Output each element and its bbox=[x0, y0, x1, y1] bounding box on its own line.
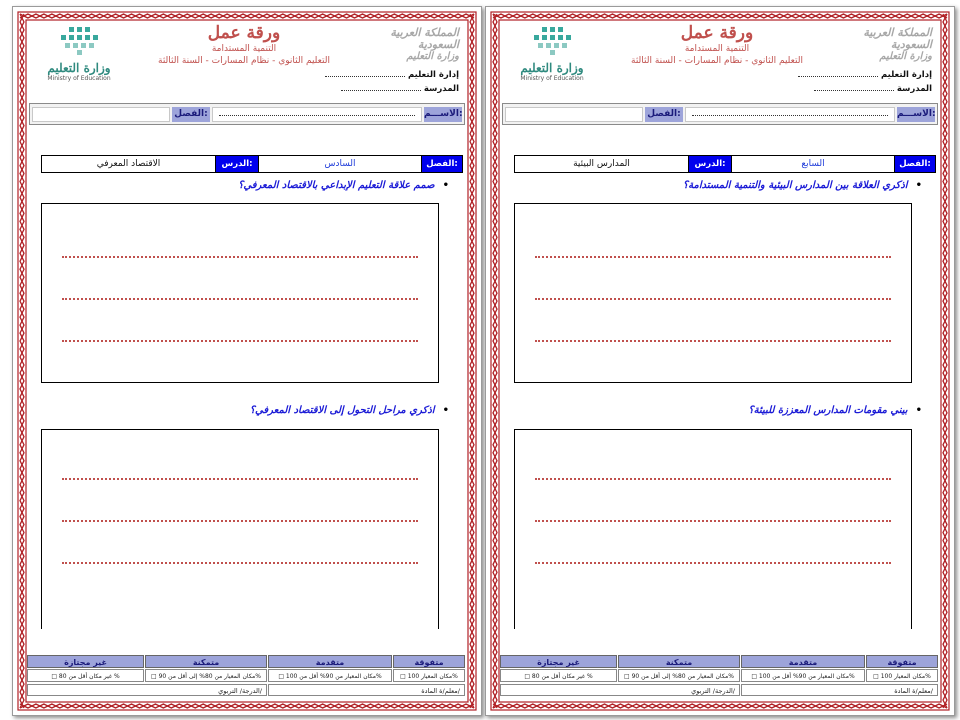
name-input[interactable] bbox=[685, 107, 895, 122]
teacher-signature-field[interactable]: معلم/ة المادة/ bbox=[741, 684, 938, 696]
name-input[interactable] bbox=[212, 107, 422, 122]
rubric-table bbox=[500, 655, 938, 697]
answer-box-1[interactable] bbox=[41, 203, 439, 383]
organization-block bbox=[347, 26, 459, 94]
school-line bbox=[814, 83, 894, 91]
frame-zigzag bbox=[493, 14, 947, 18]
answer-box-2[interactable] bbox=[41, 429, 439, 629]
answer-box-1[interactable] bbox=[514, 203, 912, 383]
program-title: التعليم الثانوي - نظام المسارات - السنة الثالثة bbox=[158, 56, 330, 66]
rubric-header-proficient: متمكنة bbox=[618, 655, 740, 668]
frame-zigzag bbox=[493, 704, 947, 708]
frame-zigzag bbox=[20, 14, 474, 18]
question-1-text: اذكري العلاقة بين المدارس البيئية والتنمية المستدامة؟ bbox=[682, 180, 908, 191]
question-2 bbox=[69, 405, 449, 416]
rubric-checkbox[interactable]: □ غير مكان أقل من 80 % bbox=[27, 669, 144, 682]
class-label: الفصل: bbox=[645, 107, 683, 122]
answer-line[interactable] bbox=[62, 478, 418, 480]
rubric-header-proficient: متمكنة bbox=[145, 655, 267, 668]
ministry-logo bbox=[504, 25, 600, 91]
answer-line[interactable] bbox=[62, 256, 418, 258]
class-input[interactable] bbox=[505, 107, 643, 122]
moe-arabic-text: وزارة التعليم bbox=[47, 61, 111, 75]
rubric-header-excellent: متفوقة bbox=[866, 655, 938, 668]
answer-line[interactable] bbox=[535, 256, 891, 258]
frame-zigzag bbox=[20, 704, 474, 708]
title-block bbox=[139, 21, 349, 85]
kingdom-emblem-icon bbox=[347, 27, 459, 63]
question-1 bbox=[69, 180, 449, 191]
question-2-text: بيني مقومات المدارس المعززة للبيئة؟ bbox=[748, 405, 908, 416]
kingdom-name: المملكة العربية السعودية bbox=[863, 26, 932, 51]
school-line bbox=[341, 83, 421, 91]
worksheet-page-left bbox=[12, 6, 482, 716]
answer-line[interactable] bbox=[62, 562, 418, 564]
rubric-header-excellent: متفوقة bbox=[393, 655, 465, 668]
school-field[interactable] bbox=[814, 83, 932, 94]
lesson-value: الاقتصاد المعرفي bbox=[42, 156, 216, 172]
rubric-header-notpassed: غير مجتازة bbox=[500, 655, 617, 668]
rubric-checkbox[interactable]: □ مكان المعيار من 80% إلى أقل من 90% bbox=[618, 669, 740, 682]
bullet-icon: • bbox=[915, 405, 922, 416]
question-1 bbox=[542, 180, 922, 191]
unit-label: الفصل: bbox=[422, 156, 462, 172]
bullet-icon: • bbox=[442, 180, 449, 191]
kingdom-emblem-icon bbox=[820, 27, 932, 63]
answer-line[interactable] bbox=[62, 340, 418, 342]
rubric-checkbox[interactable]: □ مكان المعيار من 90% أقل من 100% bbox=[268, 669, 392, 682]
question-2-text: اذكري مراحل التحول إلى الاقتصاد المعرفي؟ bbox=[249, 405, 435, 416]
class-label: الفصل: bbox=[172, 107, 210, 122]
answer-line[interactable] bbox=[535, 562, 891, 564]
moe-logo-icon bbox=[524, 25, 580, 57]
school-label: المدرسة bbox=[423, 84, 459, 94]
student-info-bar bbox=[29, 103, 465, 125]
subject-title: التنمية المستدامة bbox=[684, 44, 750, 54]
bullet-icon: • bbox=[915, 180, 922, 191]
title-block bbox=[612, 21, 822, 85]
ministry-name: وزارة التعليم bbox=[406, 51, 459, 62]
answer-line[interactable] bbox=[535, 298, 891, 300]
answer-line[interactable] bbox=[62, 298, 418, 300]
worksheet-content-left bbox=[27, 21, 467, 701]
grade-field[interactable]: الدرجة/ التربوي/ bbox=[27, 684, 267, 696]
answer-line[interactable] bbox=[535, 478, 891, 480]
program-title: التعليم الثانوي - نظام المسارات - السنة الثالثة bbox=[631, 56, 803, 66]
rubric-header-advanced: متقدمة bbox=[268, 655, 392, 668]
subject-title: التنمية المستدامة bbox=[211, 44, 277, 54]
worksheet-page-right bbox=[485, 6, 955, 716]
answer-line[interactable] bbox=[62, 520, 418, 522]
moe-logo-icon bbox=[51, 25, 107, 57]
bullet-icon: • bbox=[442, 405, 449, 416]
admin-label: إدارة التعليم bbox=[407, 70, 459, 80]
ministry-logo bbox=[31, 25, 127, 91]
moe-english-text: Ministry of Education bbox=[520, 75, 584, 82]
worksheet-title: ورقة عمل bbox=[207, 23, 281, 43]
lesson-info-row bbox=[514, 155, 936, 173]
student-info-bar bbox=[502, 103, 938, 125]
question-1-text: صمم علاقة التعليم الإبداعي بالاقتصاد المعرفي؟ bbox=[238, 180, 435, 191]
header bbox=[27, 21, 467, 99]
worksheet-title: ورقة عمل bbox=[680, 23, 754, 43]
class-input[interactable] bbox=[32, 107, 170, 122]
moe-english-text: Ministry of Education bbox=[47, 75, 111, 82]
answer-box-2[interactable] bbox=[514, 429, 912, 629]
rubric-checkbox[interactable]: □ مكان المعيار 100% bbox=[393, 669, 465, 682]
rubric-header-notpassed: غير مجتازة bbox=[27, 655, 144, 668]
unit-value: السادس bbox=[258, 156, 422, 172]
unit-value: السابع bbox=[731, 156, 895, 172]
organization-block bbox=[820, 26, 932, 94]
kingdom-name: المملكة العربية السعودية bbox=[390, 26, 459, 51]
lesson-info-row bbox=[41, 155, 463, 173]
rubric-checkbox[interactable]: □ مكان المعيار من 80% إلى أقل من 90% bbox=[145, 669, 267, 682]
lesson-label: الدرس: bbox=[216, 156, 258, 172]
question-2 bbox=[542, 405, 922, 416]
lesson-value: المدارس البيئية bbox=[515, 156, 689, 172]
school-field[interactable] bbox=[341, 83, 459, 94]
name-label: الاســـم: bbox=[897, 107, 935, 122]
unit-label: الفصل: bbox=[895, 156, 935, 172]
worksheet-content-right bbox=[500, 21, 940, 701]
school-label: المدرسة bbox=[896, 84, 932, 94]
name-label: الاســـم: bbox=[424, 107, 462, 122]
rubric-checkbox[interactable]: □ مكان المعيار من 90% أقل من 100% bbox=[741, 669, 865, 682]
rubric-table bbox=[27, 655, 465, 697]
header bbox=[500, 21, 940, 99]
teacher-signature-field[interactable]: معلم/ة المادة/ bbox=[268, 684, 465, 696]
rubric-checkbox[interactable]: □ مكان المعيار 100% bbox=[866, 669, 938, 682]
rubric-header-advanced: متقدمة bbox=[741, 655, 865, 668]
answer-line[interactable] bbox=[535, 520, 891, 522]
rubric-checkbox[interactable]: □ غير مكان أقل من 80 % bbox=[500, 669, 617, 682]
moe-arabic-text: وزارة التعليم bbox=[520, 61, 584, 75]
answer-line[interactable] bbox=[535, 340, 891, 342]
grade-field[interactable]: الدرجة/ التربوي/ bbox=[500, 684, 740, 696]
ministry-name: وزارة التعليم bbox=[879, 51, 932, 62]
admin-label: إدارة التعليم bbox=[880, 70, 932, 80]
lesson-label: الدرس: bbox=[689, 156, 731, 172]
